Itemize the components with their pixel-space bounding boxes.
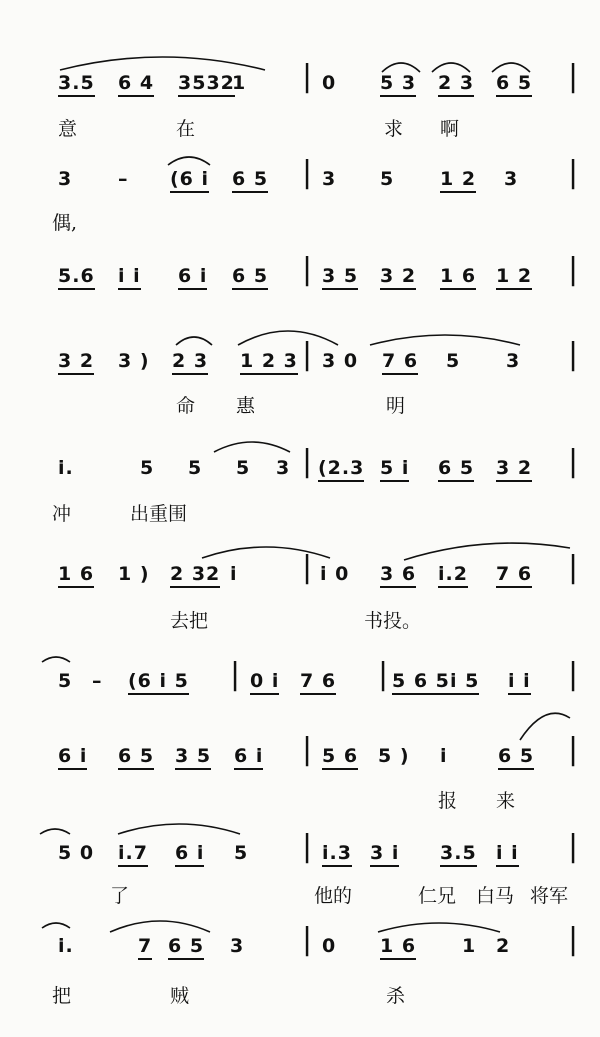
barline: | — [568, 550, 580, 585]
note-group: 1 2 3 — [240, 350, 298, 375]
note-group: 7 6 — [300, 670, 336, 695]
note-group: – — [92, 670, 103, 692]
note-group: 2 — [496, 935, 511, 957]
barline: | — [302, 252, 314, 287]
barline: | — [302, 59, 314, 94]
lyric-syllable: 报 — [438, 790, 458, 812]
note-group: 3.5 — [440, 842, 477, 867]
note-group: 3 2 — [496, 457, 532, 482]
note-group: – — [118, 168, 129, 190]
lyric-syllable: 在 — [176, 118, 196, 140]
note-group: 3 — [58, 168, 73, 190]
note-group: i 5 — [450, 670, 479, 695]
note-group: (2.3 — [318, 457, 364, 482]
note-group: 3 — [506, 350, 521, 372]
lyric-syllable: 把 — [52, 985, 72, 1007]
note-group: 6 5 — [438, 457, 474, 482]
slur-mark — [202, 547, 330, 558]
note-group: i i — [508, 670, 531, 695]
barline: | — [302, 155, 314, 190]
note-group: 1 — [232, 72, 247, 94]
lyric-syllable: 命 — [176, 395, 196, 417]
slur-mark — [370, 335, 520, 345]
barline: | — [378, 657, 390, 692]
note-group: 3 0 — [322, 350, 359, 372]
note-group: i 0 — [320, 563, 350, 585]
note-group: 6 i — [58, 745, 87, 770]
note-group: 5 3 — [380, 72, 416, 97]
note-group: i — [230, 563, 238, 585]
barline: | — [568, 59, 580, 94]
barline: | — [302, 829, 314, 864]
barline: | — [568, 444, 580, 479]
note-group: 6 i — [234, 745, 263, 770]
slur-mark — [40, 829, 70, 834]
note-group: (6 i — [170, 168, 209, 193]
barline: | — [302, 550, 314, 585]
barline: | — [302, 444, 314, 479]
slur-mark — [110, 921, 210, 932]
note-group: 3 — [504, 168, 519, 190]
barline: | — [302, 732, 314, 767]
note-group: 6 5 — [232, 168, 268, 193]
barline: | — [302, 922, 314, 957]
lyric-syllable: 明 — [386, 395, 406, 417]
barline: | — [568, 732, 580, 767]
note-group: 3 5 — [175, 745, 211, 770]
note-group: 1 6 — [58, 563, 94, 588]
note-group: 5 — [58, 670, 73, 692]
note-group: 5 — [236, 457, 251, 479]
lyric-syllable: 冲 — [52, 503, 72, 525]
lyric-syllable: 偶, — [52, 212, 78, 234]
lyric-syllable: 将军 — [530, 885, 569, 907]
note-group: i i — [496, 842, 519, 867]
note-group: 2 32 — [170, 563, 220, 588]
barline: | — [302, 337, 314, 372]
lyric-syllable: 了 — [110, 885, 130, 907]
note-group: 1 — [462, 935, 477, 957]
lyric-syllable: 出重围 — [130, 503, 188, 525]
note-group: i.3 — [322, 842, 352, 867]
lyric-syllable: 白马 — [476, 885, 515, 907]
lyric-syllable: 他的 — [314, 885, 353, 907]
lyric-syllable: 求 — [384, 118, 404, 140]
note-group: 2 3 — [172, 350, 208, 375]
slur-mark — [382, 63, 420, 72]
note-group: 3 — [276, 457, 291, 479]
note-group: 3 6 — [380, 563, 416, 588]
lyric-syllable: 啊 — [440, 118, 460, 140]
note-group: 2 3 — [438, 72, 474, 97]
note-group: 0 i — [250, 670, 279, 695]
note-group: 6 5 — [232, 265, 268, 290]
note-group: 5.6 — [58, 265, 95, 290]
slur-mark — [176, 337, 212, 345]
lyric-syllable: 书投。 — [364, 610, 422, 632]
note-group: 6 i — [175, 842, 204, 867]
note-group: 1 ) — [118, 563, 150, 585]
note-group: 5 — [188, 457, 203, 479]
slur-mark — [214, 442, 290, 452]
note-group: 1 2 — [496, 265, 532, 290]
note-group: 5 0 — [58, 842, 95, 864]
note-group: 6 i — [178, 265, 207, 290]
note-group: 5 i — [380, 457, 409, 482]
note-group: 3 — [230, 935, 245, 957]
note-group: 3 2 — [380, 265, 416, 290]
note-group: i.2 — [438, 563, 468, 588]
slur-mark — [118, 824, 240, 834]
slur-mark — [404, 543, 570, 560]
barline: | — [568, 337, 580, 372]
note-group: 3.5 — [58, 72, 95, 97]
note-group: 6 5 — [118, 745, 154, 770]
note-group: 7 6 — [382, 350, 418, 375]
note-group: i. — [58, 457, 74, 479]
note-group: 1 6 — [440, 265, 476, 290]
lyric-syllable: 惠 — [236, 395, 256, 417]
slur-mark — [432, 63, 470, 72]
note-group: 6 5 — [168, 935, 204, 960]
lyric-syllable: 去把 — [170, 610, 209, 632]
slur-mark — [168, 157, 210, 165]
note-group: 5 — [446, 350, 461, 372]
note-group: (6 i 5 — [128, 670, 189, 695]
note-group: 3 5 — [322, 265, 358, 290]
note-group: i. — [58, 935, 74, 957]
note-group: 5 6 — [322, 745, 358, 770]
slur-mark — [238, 331, 338, 345]
note-group: 6 5 — [496, 72, 532, 97]
note-group: 5 — [234, 842, 249, 864]
barline: | — [568, 657, 580, 692]
note-group: 5 — [140, 457, 155, 479]
lyric-syllable: 意 — [58, 118, 78, 140]
slur-mark — [378, 923, 500, 932]
barline: | — [568, 922, 580, 957]
note-group: i i — [118, 265, 141, 290]
barline: | — [568, 829, 580, 864]
slur-mark — [520, 713, 570, 740]
note-group: 5 ) — [378, 745, 410, 767]
note-group: 1 2 — [440, 168, 476, 193]
slur-mark — [42, 657, 70, 662]
note-group: 5 6 5 — [392, 670, 450, 695]
slur-mark — [60, 57, 265, 70]
note-group: 3 i — [370, 842, 399, 867]
note-group: 1 6 — [380, 935, 416, 960]
note-group: 6 4 — [118, 72, 154, 97]
note-group: 3 2 — [58, 350, 94, 375]
note-group: 3532 — [178, 72, 235, 97]
note-group: i.7 — [118, 842, 148, 867]
slur-mark — [492, 63, 530, 72]
note-group: 7 — [138, 935, 152, 960]
note-group: i — [440, 745, 448, 767]
note-group: 0 — [322, 935, 337, 957]
note-group: 5 — [380, 168, 395, 190]
note-group: 6 5 — [498, 745, 534, 770]
lyric-syllable: 贼 — [170, 985, 190, 1007]
barline: | — [230, 657, 242, 692]
lyric-syllable: 杀 — [386, 985, 406, 1007]
barline: | — [568, 252, 580, 287]
lyric-syllable: 来 — [496, 790, 516, 812]
note-group: 3 ) — [118, 350, 150, 372]
barline: | — [568, 155, 580, 190]
note-group: 0 — [322, 72, 337, 94]
note-group: 7 6 — [496, 563, 532, 588]
note-group: 3 — [322, 168, 337, 190]
lyric-syllable: 仁兄 — [418, 885, 457, 907]
slur-mark — [42, 923, 70, 928]
